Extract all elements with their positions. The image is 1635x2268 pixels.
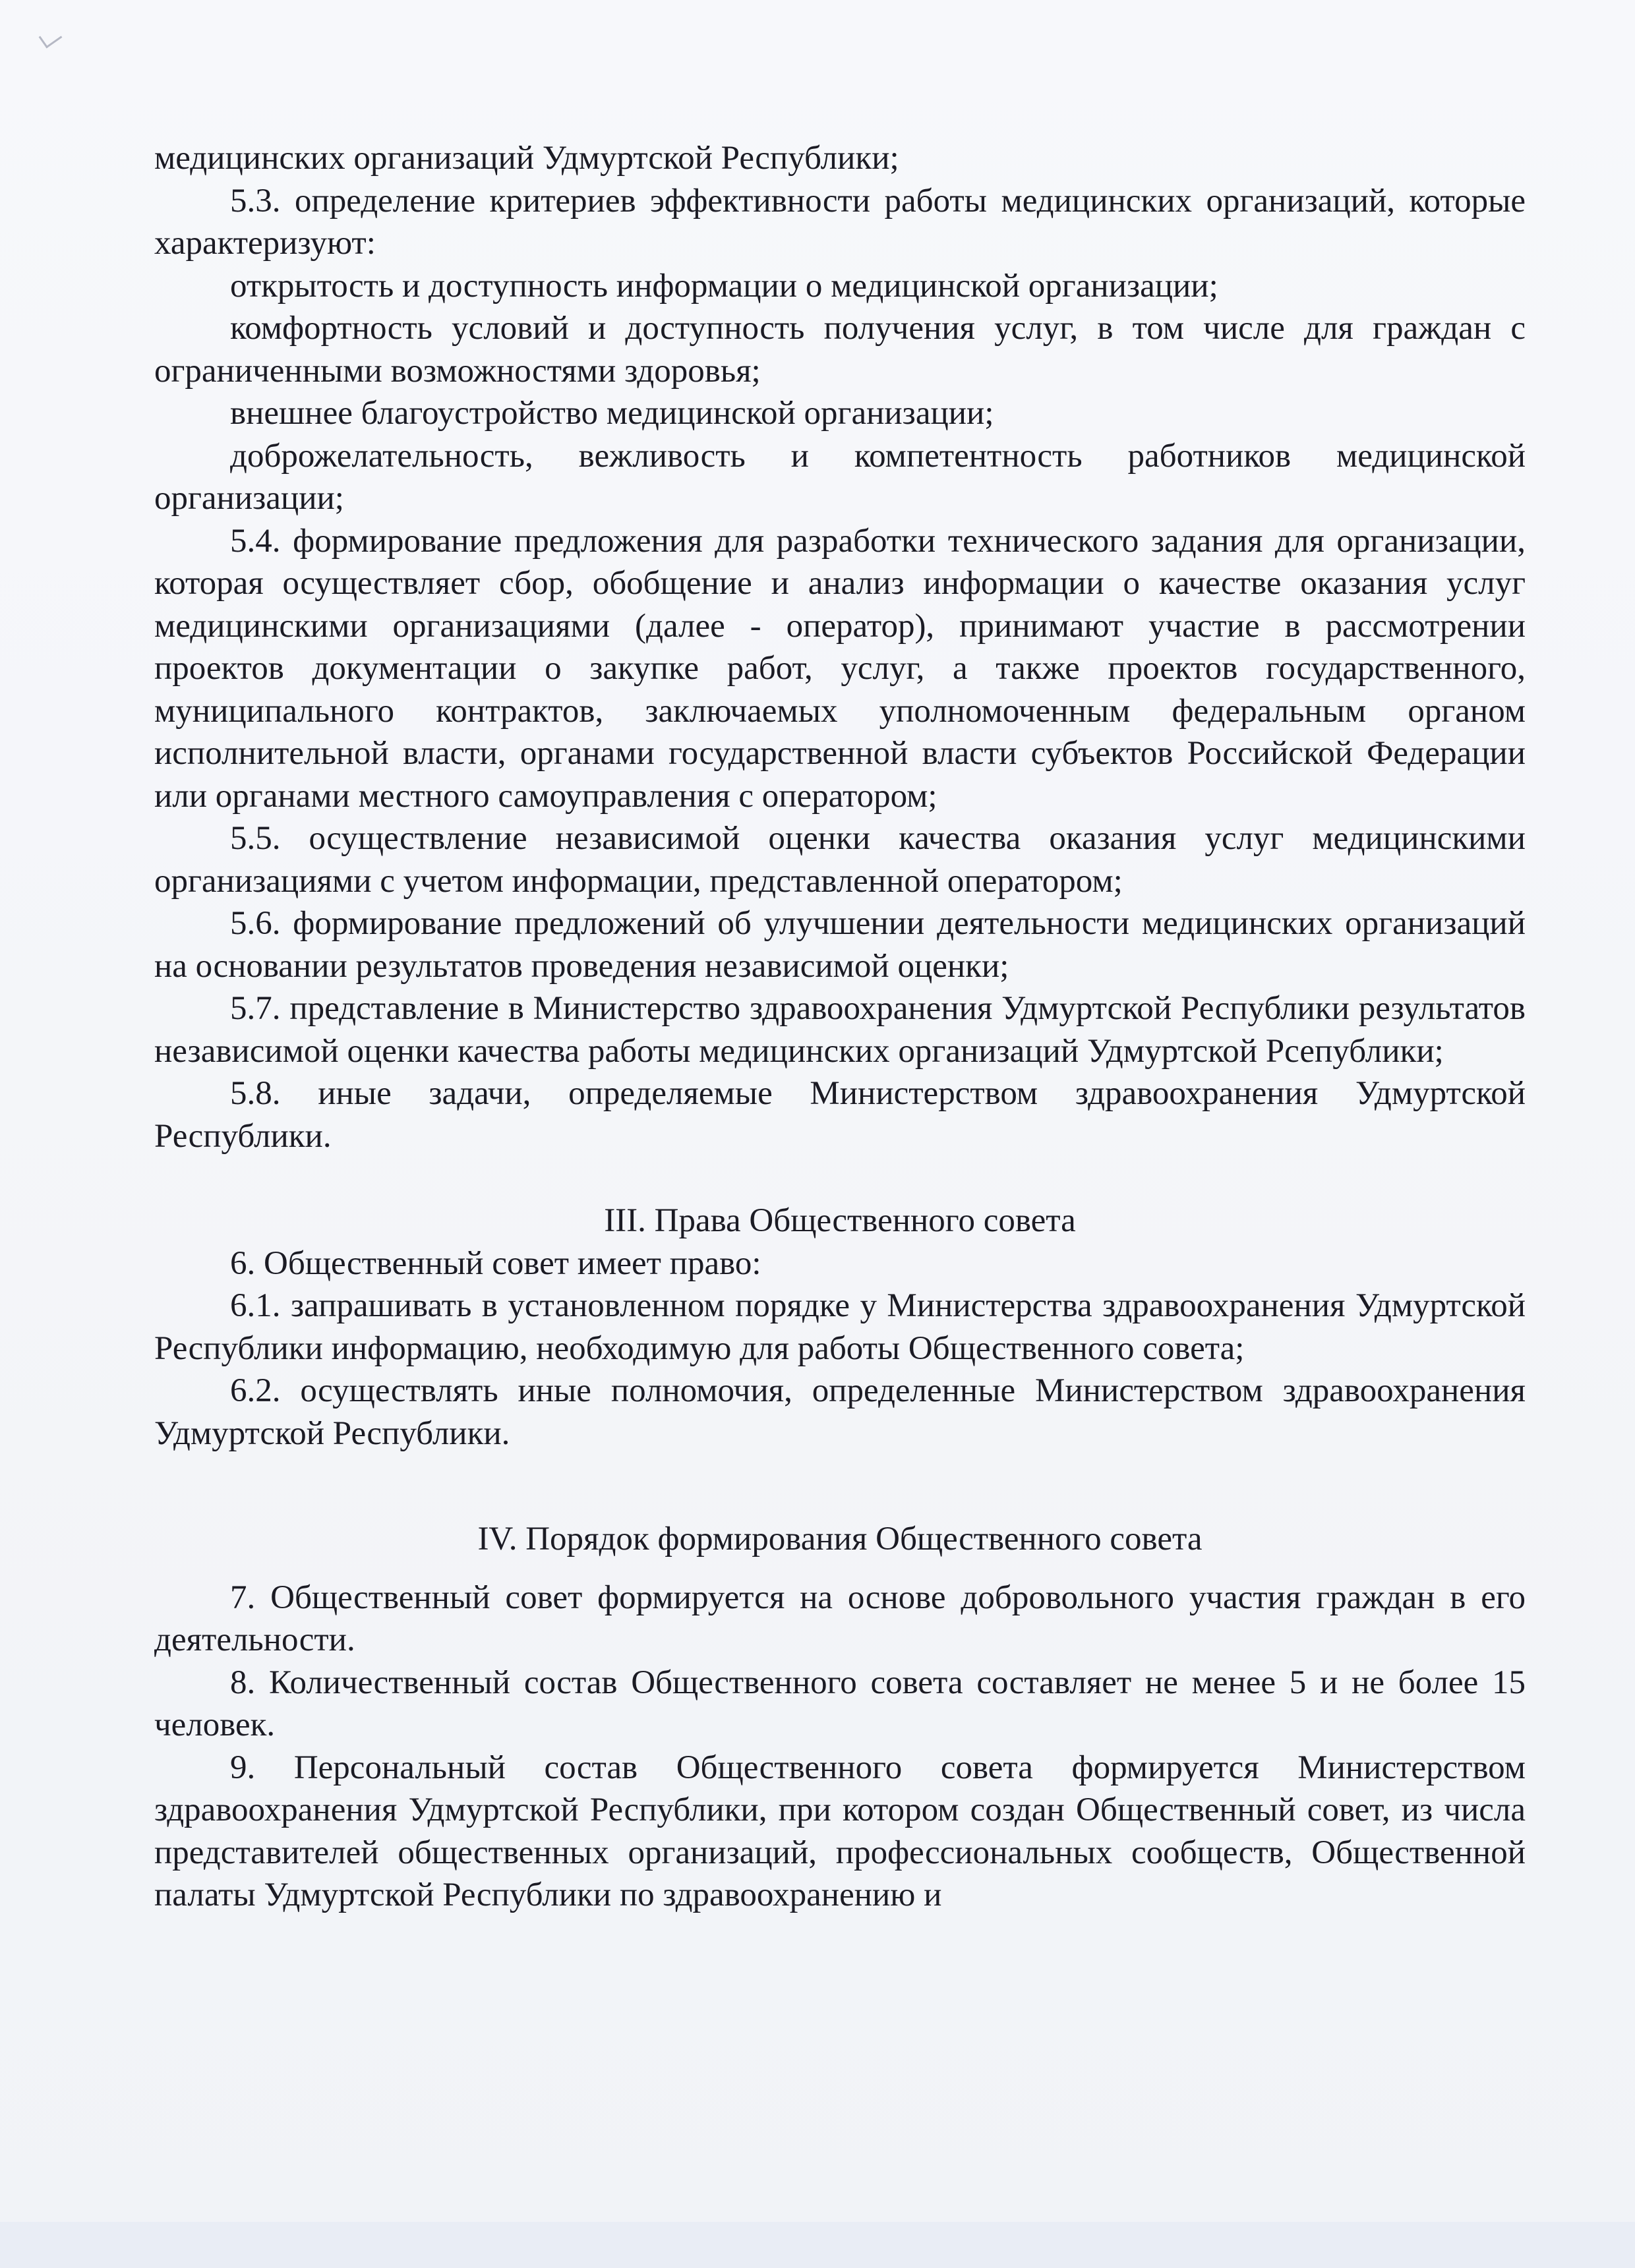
spacer <box>154 1455 1526 1518</box>
spacer <box>154 1157 1526 1200</box>
paragraph-5-6: 5.6. формирование предложений об улучшении деятельности медицинских организаций на основании результатов проведения независимой оценки; <box>154 905 1526 985</box>
paragraph-6-1: 6.1. запрашивать в установленном порядке у Министерства здравоохранения Удмуртской Республики информацию, необходимую для работы Общественного совета; <box>154 1287 1526 1367</box>
paragraph-6: 6. Общественный совет имеет право: <box>230 1244 761 1282</box>
scan-bottom-band <box>0 2222 1635 2268</box>
paragraph-8: 8. Количественный состав Общественного совета составляет не менее 5 и не более 15 человек. <box>154 1664 1526 1743</box>
paragraph-7: 7. Общественный совет формируется на основе добровольного участия граждан в его деятельности. <box>154 1579 1526 1658</box>
spacer <box>154 1561 1526 1577</box>
paragraph-9: 9. Персональный состав Общественного совета формируется Министерством здравоохранения Удмуртской Республики, при котором создан Общественный совет, из числа представителей общественных организаций, профессиональных сообществ, Общественной палаты Удмуртской Республики по здравоохранению и <box>154 1749 1526 1913</box>
paragraph-5-7: 5.7. представление в Министерство здравоохранения Удмуртской Республики результатов независимой оценки качества работы медицинских организаций Удмуртской Рсепублики; <box>154 990 1526 1070</box>
list-item-friendliness: доброжелательность, вежливость и компетентность работников медицинской организации; <box>154 437 1526 517</box>
list-item-comfort: комфортность условий и доступность получения услуг, в том числе для граждан с ограниченными возможностями здоровья; <box>154 310 1526 390</box>
section-3-heading: III. Права Общественного совета <box>604 1202 1076 1239</box>
paragraph-5-3: 5.3. определение критериев эффективности работы медицинских организаций, которые характеризуют: <box>154 182 1526 262</box>
paragraph-5-4: 5.4. формирование предложения для разработки технического задания для организации, которая осуществляет сбор, обобщение и анализ информации о качестве оказания услуг медицинскими организациями (далее - оператор), принимают участие в рассмотрении проектов документации о закупке работ, услуг, а также проектов государственного, муниципального контрактов, заключаемых уполномоченным федеральным органом исполнительной власти, органами государственной власти субъектов Российской Федерации или органами местного самоуправления с оператором; <box>154 522 1526 815</box>
document-body <box>154 137 1526 1917</box>
paragraph-continuation: медицинских организаций Удмуртской Республики; <box>154 140 899 177</box>
paragraph-5-5: 5.5. осуществление независимой оценки качества оказания услуг медицинскими организациями с учетом информации, представленной оператором; <box>154 820 1526 900</box>
list-item-improvement: внешнее благоустройство медицинской организации; <box>230 395 994 432</box>
scan-artifact-mark <box>39 26 63 49</box>
list-item-openness: открытость и доступность информации о медицинской организации; <box>230 267 1218 305</box>
section-4-heading: IV. Порядок формирования Общественного совета <box>477 1521 1203 1557</box>
paragraph-5-8: 5.8. иные задачи, определяемые Министерством здравоохранения Удмуртской Республики. <box>154 1075 1526 1155</box>
paragraph-6-2: 6.2. осуществлять иные полномочия, определенные Министерством здравоохранения Удмуртской Республики. <box>154 1372 1526 1452</box>
